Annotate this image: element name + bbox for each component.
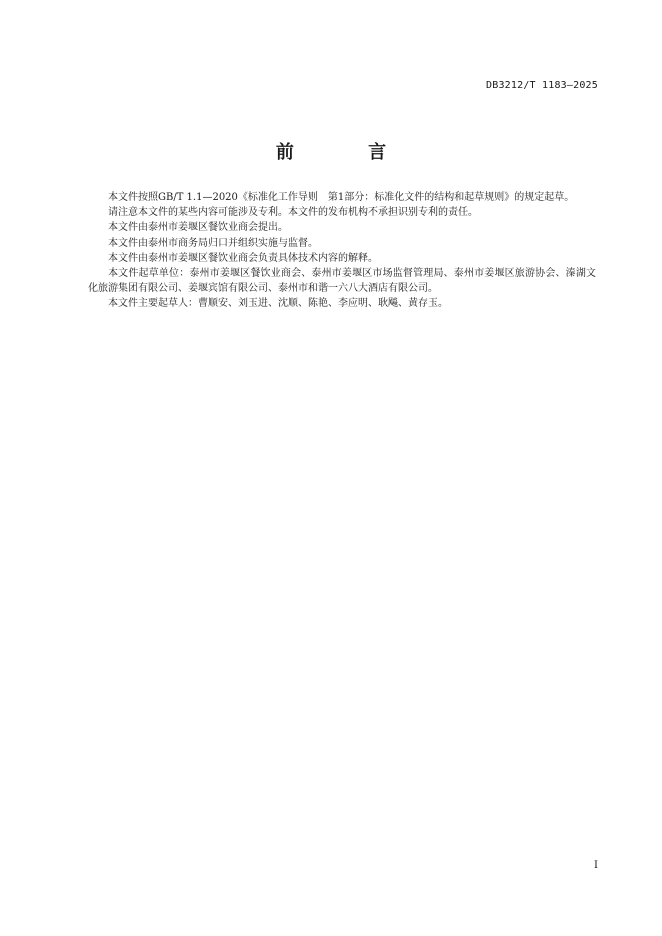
paragraph-interpreter: 本文件由泰州市姜堰区餐饮业商会负责具体技术内容的解释。 — [108, 252, 378, 264]
paragraph-drafting-basis: 本文件按照GB/T 1.1—2020《标准化工作导则 第1部分：标准化文件的结构和起草规则》的规定起草。 — [108, 192, 575, 203]
paragraph-drafters: 本文件主要起草人：曹顺安、刘玉进、沈顺、陈艳、李应明、耿飚、黄存玉。 — [108, 298, 448, 310]
paragraph-proposer: 本文件由泰州市姜堰区餐饮业商会提出。 — [108, 222, 288, 234]
paragraph-supervisor: 本文件由泰州市商务局归口并组织实施与监督。 — [108, 237, 318, 249]
page-number: I — [594, 860, 598, 871]
paragraph-drafting-units: 本文件起草单位：泰州市姜堰区餐饮业商会、泰州市姜堰区市场监督管理局、泰州市姜堰区旅游协会、溱湖文化旅游集团有限公司、姜堰宾馆有限公司、泰州市和谐一六八大酒店有限公司。 — [88, 268, 596, 295]
document-code: DB3212/T 1183—2025 — [486, 80, 598, 91]
page-title: 前 言 — [275, 142, 421, 163]
foreword-body — [88, 190, 596, 312]
paragraph-patent-notice: 请注意本文件的某些内容可能涉及专利。本文件的发布机构不承担识别专利的责任。 — [108, 207, 478, 219]
